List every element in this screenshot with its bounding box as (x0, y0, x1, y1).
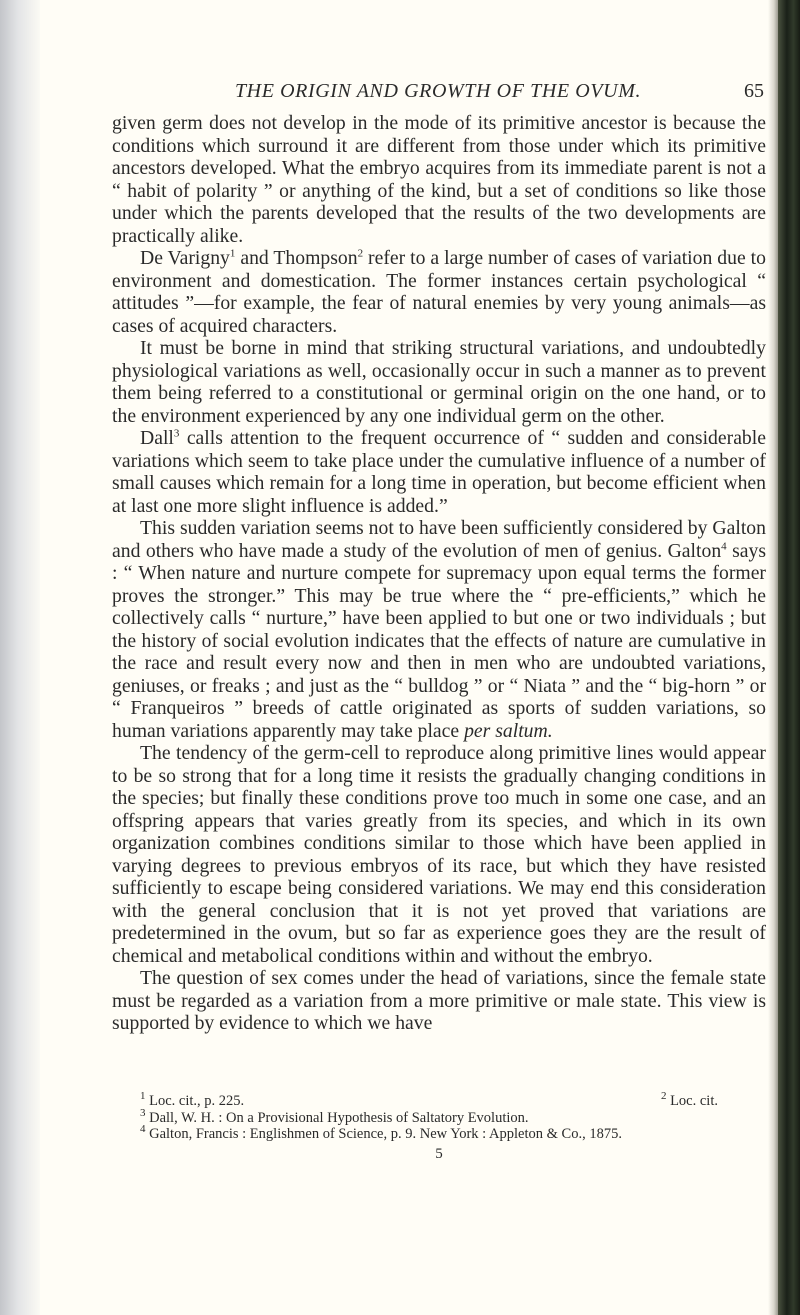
footnote-text-3: Dall, W. H. : On a Provisional Hypothesis of Saltatory Evolution. (149, 1109, 529, 1126)
footnote-3 (112, 1106, 766, 1127)
footnote-mark-1: 1 (140, 1090, 146, 1103)
footnote-ref-3: 3 (173, 427, 180, 440)
signature-mark: 5 (435, 1146, 443, 1162)
footnote-ref-1: 1 (229, 247, 236, 260)
footnote-text-2: Loc. cit. (670, 1093, 718, 1109)
paragraph-2-text-a: and Thompson (235, 247, 358, 269)
author-de-varigny: De Varigny (140, 247, 230, 269)
running-header (112, 78, 764, 108)
footnote-ref-4: 4 (721, 539, 727, 552)
paragraph-6: The tendency of the germ-cell to reproduce along primitive lines would appear to be so strong that for a long time it resists the gradually changing conditions in the species; but finally these conditions prove too much in some one case, and an offspring appears that varies greatly from its species, and which in its own organization combines conditions similar to those which have been applied in varying degrees to previous embryos of its race, but which they have resisted sufficiently to escape being considered variations. We may end this consideration with the general conclusion that it is not yet proved that variations are predetermined in the ovum, but so far as experience goes they are the result of chemical and metabolical conditions within and without the embryo. (112, 742, 766, 967)
running-header-title: THE ORIGIN AND GROWTH OF THE OVUM. (234, 80, 642, 102)
paragraph-1: given germ does not develop in the mode of its primitive ancestor is because the conditions which surround it are different from those under which its primitive ancestors developed. What the embryo acquires from its immediate parent is not a “ habit of polarity ” or anything of the kind, but a set of conditions so like those under which the parents developed that the results of the two developments are practically alike. (112, 112, 766, 247)
paragraph-2-text-b: refer to a large number of cases of variation due to environment and domestication. The former instances certain psychological “ attitudes ”—for example, the fear of natural enemies by very young animals—as cases of acquired characters. (112, 247, 766, 337)
footnote-text-1: Loc. cit., p. 225. (149, 1093, 245, 1109)
italic-per-saltum: per saltum. (464, 719, 553, 742)
page-left-shadow (0, 0, 40, 1315)
paragraph-3: It must be borne in mind that striking structural variations, and undoubtedly physiological variations as well, occasionally occur in such a manner as to prevent them being referred to a constitutional or germinal origin on the one hand, or to the environment experienced by any one individual germ on the other. (112, 337, 766, 427)
page-number: 65 (744, 80, 764, 102)
paragraph-7: The question of sex comes under the head of variations, since the female state must be regarded as a variation from a more primitive or male state. This view is supported by evidence to which we have (112, 967, 766, 1034)
author-dall: Dall (140, 427, 174, 449)
paragraph-2 (112, 247, 766, 337)
footnote-text-4: Galton, Francis : Englishmen of Science, p. 9. New York : Appleton & Co., 1875. (149, 1126, 622, 1142)
book-binding-edge (778, 0, 800, 1315)
footnote-2 (660, 1090, 718, 1110)
book-page (112, 0, 772, 1315)
footnote-1 (112, 1090, 766, 1110)
paragraph-4-text: calls attention to the frequent occurrence of “ sudden and considerable variations which seem to take place under the cumulative influence of a number of small causes which remain for a long time in operation, but become efficient when at last one more slight influence is added.” (112, 427, 766, 517)
footnote-mark-2: 2 (660, 1090, 667, 1103)
footnote-mark-4: 4 (140, 1123, 146, 1136)
footnote-ref-2: 2 (357, 247, 364, 260)
footnote-4 (112, 1123, 766, 1143)
paragraph-5 (112, 517, 766, 742)
paragraph-5-text-b: says : “ When nature and nurture compete for supremacy upon equal terms the former proves the stronger.” This may be true where the “ pre-efficients,” which he collectively calls “ nurture,” have been applied to but one or two individuals ; but the history of social evolution indicates that the effects of nature are cumulative in the race and result every now and then in men who are undoubted variations, geniuses, or freaks ; and just as the “ bulldog ” or “ Niata ” and the “ big-horn ” or “ Franqueiros ” breeds of cattle originated as sports of sudden variations, so human variations apparently may take place (112, 539, 767, 742)
footnote-mark-3: 3 (140, 1106, 146, 1119)
body-text (112, 112, 766, 1035)
paragraph-4 (112, 427, 766, 517)
footnotes (112, 1090, 766, 1143)
paragraph-5-text-a: This sudden variation seems not to have been sufficiently considered by Galton and others who have made a study of the evolution of men of genius. Galton (112, 517, 766, 562)
